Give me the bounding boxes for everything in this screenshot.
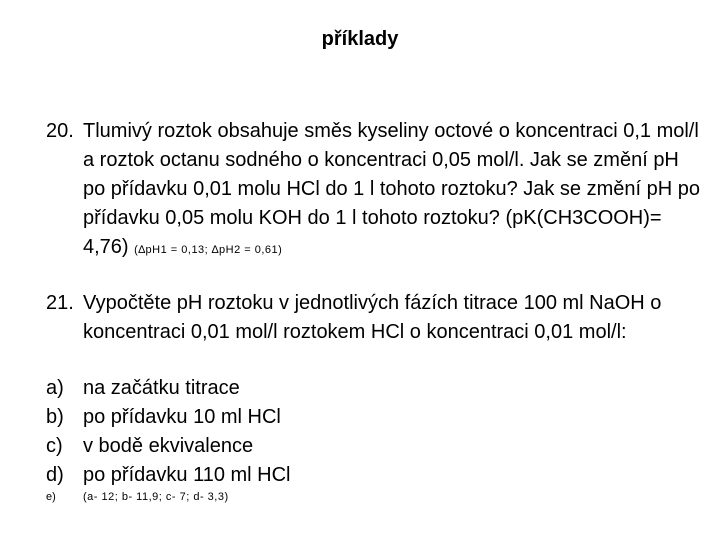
problem-text: Tlumivý roztok obsahuje směs kyseliny octové o koncentraci 0,1 mol/l a roztok octanu sodného o koncentraci 0,05 mol/l. Jak se změní pH po přídavku 0,01 molu HCl do 1 l tohoto roztoku? Jak se změní pH po přídavku 0,05 molu KOH do 1 l tohoto roztoku? (pK(CH3COOH)= 4,76) — [83, 120, 701, 258]
problem-number: 20. — [46, 120, 74, 142]
subitem-text: po přídavku 110 ml HCl — [83, 464, 291, 486]
subitem-letter: d) — [46, 464, 64, 486]
problem-21 — [46, 289, 706, 347]
subitem-letter: e) — [46, 491, 56, 503]
problem-20 — [46, 117, 706, 265]
problem-number: 21. — [46, 292, 74, 314]
subitem-text: v bodě ekvivalence — [83, 435, 254, 457]
answers-text: (a- 12; b- 11,9; c- 7; d- 3,3) — [83, 491, 229, 503]
slide-title: příklady — [321, 28, 399, 50]
subitem-text: po přídavku 10 ml HCl — [83, 406, 281, 428]
subitem-letter: b) — [46, 406, 64, 428]
problem-answer: (∆pH1 = 0,13; ∆pH2 = 0,61) — [134, 244, 283, 256]
subitem-letter: c) — [46, 435, 63, 457]
subitem-text: na začátku titrace — [83, 377, 240, 399]
problem-text: Vypočtěte pH roztoku v jednotlivých fázích titrace 100 ml NaOH o koncentraci 0,01 mol/l roztokem HCl o koncentraci 0,01 mol/l: — [83, 292, 662, 343]
subitem-letter: a) — [46, 377, 64, 399]
